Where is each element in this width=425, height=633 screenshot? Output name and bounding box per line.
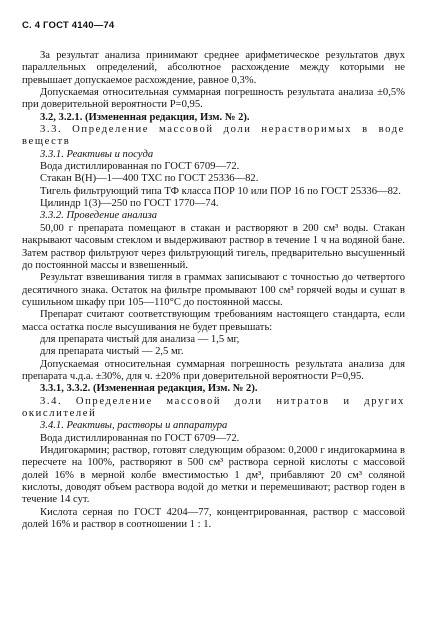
- section-3-3-heading: 3.3. Определение массовой доли нерастворимых в воде веществ: [22, 124, 405, 148]
- paragraph-error: Допускаемая относительная суммарная погрешность результата анализа ±0,5% при доверительной вероятности P=0,95.: [22, 87, 405, 111]
- subsection-3-4-1-heading: 3.4.1. Реактивы, растворы и аппаратура: [40, 420, 228, 432]
- subsection-3-3-1-heading: 3.3.1. Реактивы и посуда: [40, 148, 154, 160]
- paragraph-criteria: Препарат считают соответствующим требованиям настоящего стандарта, если масса остатка после высушивания не будет превышать:: [22, 309, 405, 333]
- paragraph-amendment-3-3: 3.3.1, 3.3.2. (Измененная редакция, Изм. № 2).: [40, 383, 258, 395]
- paragraph-result: За результат анализа принимают среднее арифметическое результатов двух параллельных определений, абсолютное расхождение между которыми не превышает допускаемое расхождение, равное 0,3%.: [22, 50, 405, 86]
- reagent-item: Стакан В(Н)—1—400 ТХС по ГОСТ 25336—82.: [40, 173, 259, 185]
- paragraph-error-2: Допускаемая относительная суммарная погрешность результата анализа для препарата ч.д.а. ±30%, для ч. ±20% при доверительной вероятности P=0,95.: [22, 358, 405, 382]
- paragraph-procedure: 50,00 г препарата помещают в стакан и растворяют в 200 см³ воды. Стакан накрывают часовым стеклом и выдерживают раствор в течение 1 ч на водяной бане. Затем раствор фильтруют через фильтрующий тигель, предварительно высушенный до постоянной массы и взвешенный.: [22, 222, 405, 271]
- reagent-item: Вода дистиллированная по ГОСТ 6709—72.: [40, 161, 240, 173]
- section-3-4-heading: 3.4. Определение массовой доли нитратов и других окислителей: [22, 395, 405, 419]
- reagent-item: Вода дистиллированная по ГОСТ 6709—72.: [40, 432, 240, 444]
- paragraph-sulfuric-acid: Кислота серная по ГОСТ 4204—77, концентрированная, раствор с массовой долей 16% и раствор в соотношении 1 : 1.: [22, 506, 405, 531]
- paragraph-amendment-3-2: 3.2, 3.2.1. (Измененная редакция, Изм. № 2).: [40, 111, 250, 123]
- document-body: [22, 50, 405, 531]
- page-header: С. 4 ГОСТ 4140—74: [22, 20, 115, 31]
- subsection-3-3-2-heading: 3.3.2. Проведение анализа: [40, 210, 158, 222]
- criteria-item: для препарата чистый для анализа — 1,5 мг,: [40, 333, 240, 345]
- paragraph-weighing: Результат взвешивания тигля в граммах записывают с точностью до четвертого десятичного знака. Остаток на фильтре промывают 100 см³ горячей воды и сушат в сушильном шкафу при 105—110°С до постоянной массы.: [22, 272, 405, 308]
- criteria-item: для препарата чистый — 2,5 мг.: [40, 346, 184, 358]
- reagent-item: Тигель фильтрующий типа ТФ класса ПОР 10 или ПОР 16 по ГОСТ 25336—82.: [40, 185, 401, 197]
- reagent-item: Цилиндр 1(3)—250 по ГОСТ 1770—74.: [40, 198, 219, 210]
- paragraph-indigo: Индигокармин; раствор, готовят следующим образом: 0,2000 г индигокармина в пересчете на 100%, растворяют в 500 см³ раствора серной кислоты с массовой долей 16% в мерной колбе вместимостью 1 дм³, прибавляют 20 см³ соляной кислоты, доводят объем раствора водой до метки и перемешивают; раствор годен в течение 14 сут.: [22, 445, 405, 506]
